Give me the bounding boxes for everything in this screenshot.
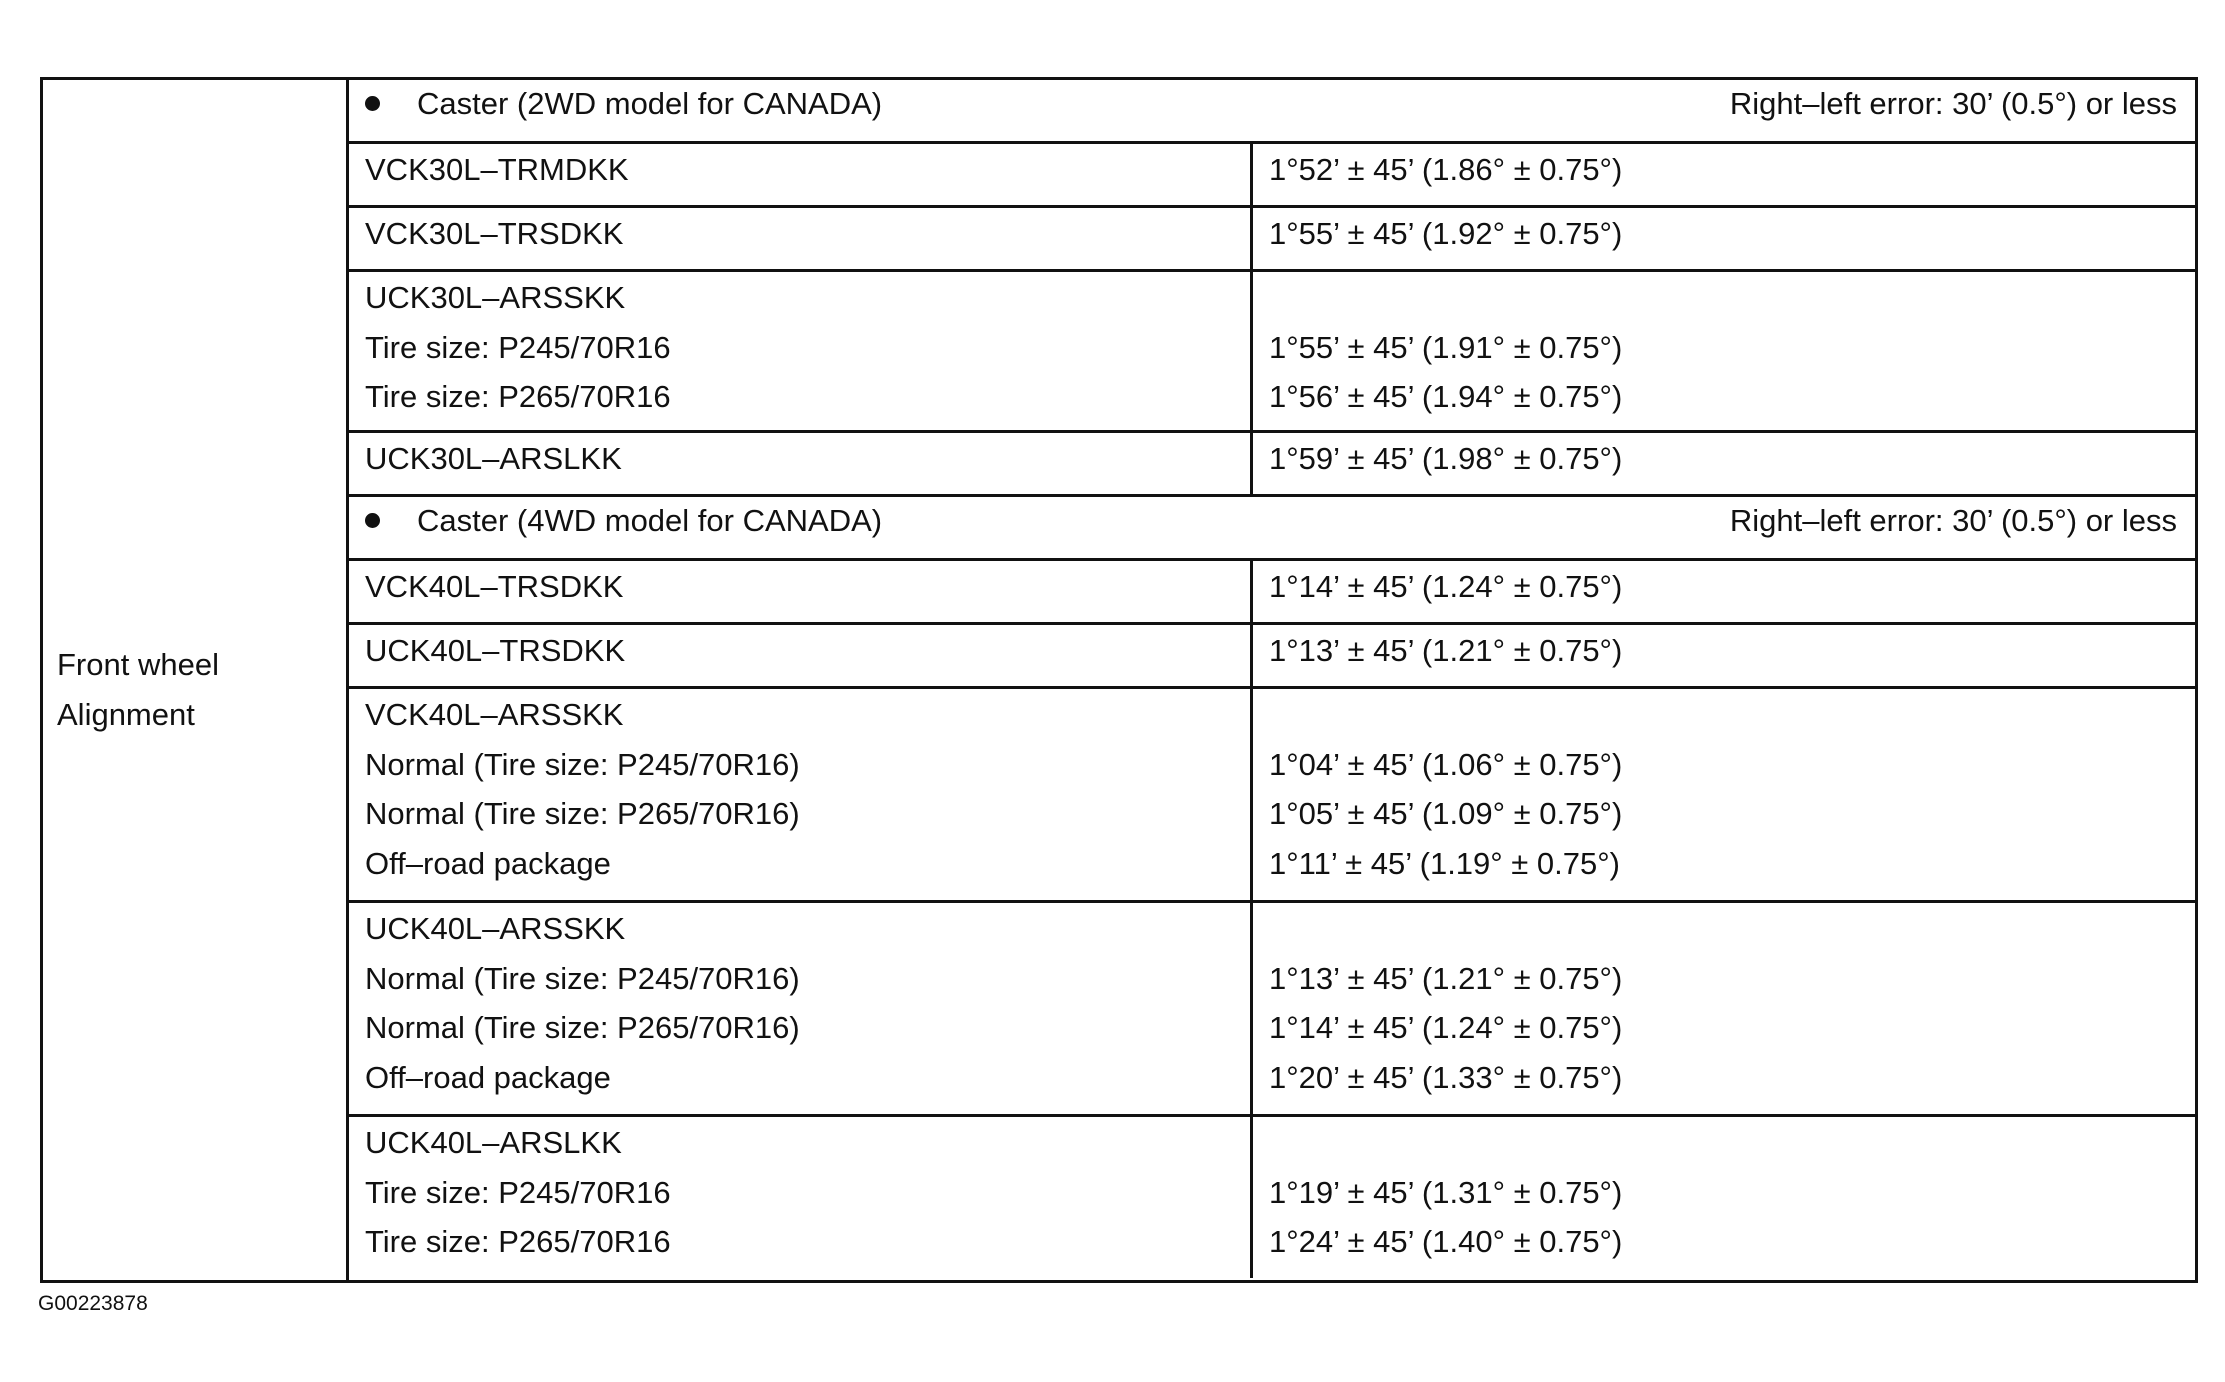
caster-value: 1°56’ ± 45’ (1.94° ± 0.75°) <box>1269 379 1623 414</box>
category-column <box>43 80 349 1280</box>
model-cell <box>349 1117 1253 1278</box>
caster-value: 1°05’ ± 45’ (1.09° ± 0.75°) <box>1269 796 1623 831</box>
category-label-line: Front wheel <box>57 647 219 682</box>
model-code: VCK30L–TRMDKK <box>365 152 629 187</box>
caster-value-cell <box>1253 689 2195 900</box>
caster-value-cell <box>1253 561 2195 622</box>
model-variant: Normal (Tire size: P265/70R16) <box>365 796 800 831</box>
model-code: VCK40L–TRSDKK <box>365 569 624 604</box>
spec-column <box>349 80 2195 1280</box>
caster-value: 1°24’ ± 45’ (1.40° ± 0.75°) <box>1269 1224 1623 1259</box>
model-code: VCK30L–TRSDKK <box>365 216 624 251</box>
caster-value: 1°14’ ± 45’ (1.24° ± 0.75°) <box>1269 1010 1623 1045</box>
alignment-spec-table <box>40 77 2198 1283</box>
spec-row <box>349 208 2195 272</box>
caster-value: 1°13’ ± 45’ (1.21° ± 0.75°) <box>1269 633 1623 668</box>
model-cell <box>349 903 1253 1114</box>
model-cell <box>349 625 1253 686</box>
section-header <box>349 497 2195 561</box>
caster-value: 1°11’ ± 45’ (1.19° ± 0.75°) <box>1269 845 1620 881</box>
caster-value: 1°55’ ± 45’ (1.92° ± 0.75°) <box>1269 216 1623 251</box>
model-variant: Normal (Tire size: P265/70R16) <box>365 1010 800 1045</box>
model-variant: Off–road package <box>365 845 611 881</box>
caster-value: 1°19’ ± 45’ (1.31° ± 0.75°) <box>1269 1174 1623 1210</box>
model-variant: Tire size: P245/70R16 <box>365 329 671 365</box>
section-header <box>349 80 2195 144</box>
model-code: UCK30L–ARSSKK <box>365 280 626 315</box>
model-cell <box>349 433 1253 494</box>
caster-value: 1°04’ ± 45’ (1.06° ± 0.75°) <box>1269 746 1623 782</box>
model-variant: Tire size: P265/70R16 <box>365 1224 671 1259</box>
spec-row <box>349 433 2195 497</box>
caster-value-cell <box>1253 272 2195 430</box>
caster-value-cell <box>1253 144 2195 205</box>
caster-value: 1°59’ ± 45’ (1.98° ± 0.75°) <box>1269 441 1623 476</box>
model-cell <box>349 208 1253 269</box>
section-title: Caster (2WD model for CANADA) <box>417 86 883 121</box>
caster-value: 1°14’ ± 45’ (1.24° ± 0.75°) <box>1269 569 1623 604</box>
spec-row <box>349 903 2195 1117</box>
section-tolerance-note: Right–left error: 30’ (0.5°) or less <box>1729 86 2177 121</box>
model-cell <box>349 689 1253 900</box>
model-variant: Off–road package <box>365 1059 611 1095</box>
model-code: UCK40L–TRSDKK <box>365 633 626 668</box>
model-code: UCK40L–ARSSKK <box>365 911 626 946</box>
model-variant: Normal (Tire size: P245/70R16) <box>365 746 800 782</box>
spec-row <box>349 625 2195 689</box>
section-tolerance-note: Right–left error: 30’ (0.5°) or less <box>1729 503 2177 538</box>
bullet-icon <box>365 96 380 111</box>
model-code: UCK40L–ARSLKK <box>365 1125 622 1160</box>
caster-value-cell <box>1253 1117 2195 1278</box>
category-label-line: Alignment <box>57 697 195 732</box>
model-code: UCK30L–ARSLKK <box>365 441 622 476</box>
model-variant: Tire size: P265/70R16 <box>365 379 671 414</box>
model-code: VCK40L–ARSSKK <box>365 697 624 732</box>
caster-value: 1°13’ ± 45’ (1.21° ± 0.75°) <box>1269 960 1623 996</box>
caster-value-cell <box>1253 433 2195 494</box>
model-cell <box>349 272 1253 430</box>
model-cell <box>349 561 1253 622</box>
spec-row <box>349 272 2195 433</box>
caster-value: 1°52’ ± 45’ (1.86° ± 0.75°) <box>1269 152 1623 187</box>
model-cell <box>349 144 1253 205</box>
spec-row <box>349 1117 2195 1278</box>
spec-row <box>349 689 2195 903</box>
bullet-icon <box>365 513 380 528</box>
caster-value-cell <box>1253 903 2195 1114</box>
caster-value-cell <box>1253 208 2195 269</box>
model-variant: Normal (Tire size: P245/70R16) <box>365 960 800 996</box>
caster-value: 1°55’ ± 45’ (1.91° ± 0.75°) <box>1269 329 1623 365</box>
model-variant: Tire size: P245/70R16 <box>365 1174 671 1210</box>
spec-row <box>349 144 2195 208</box>
category-label <box>57 640 219 740</box>
spec-row <box>349 561 2195 625</box>
caster-value-cell <box>1253 625 2195 686</box>
caster-value: 1°20’ ± 45’ (1.33° ± 0.75°) <box>1269 1059 1623 1095</box>
figure-code: G00223878 <box>38 1292 148 1315</box>
section-title: Caster (4WD model for CANADA) <box>417 503 883 538</box>
